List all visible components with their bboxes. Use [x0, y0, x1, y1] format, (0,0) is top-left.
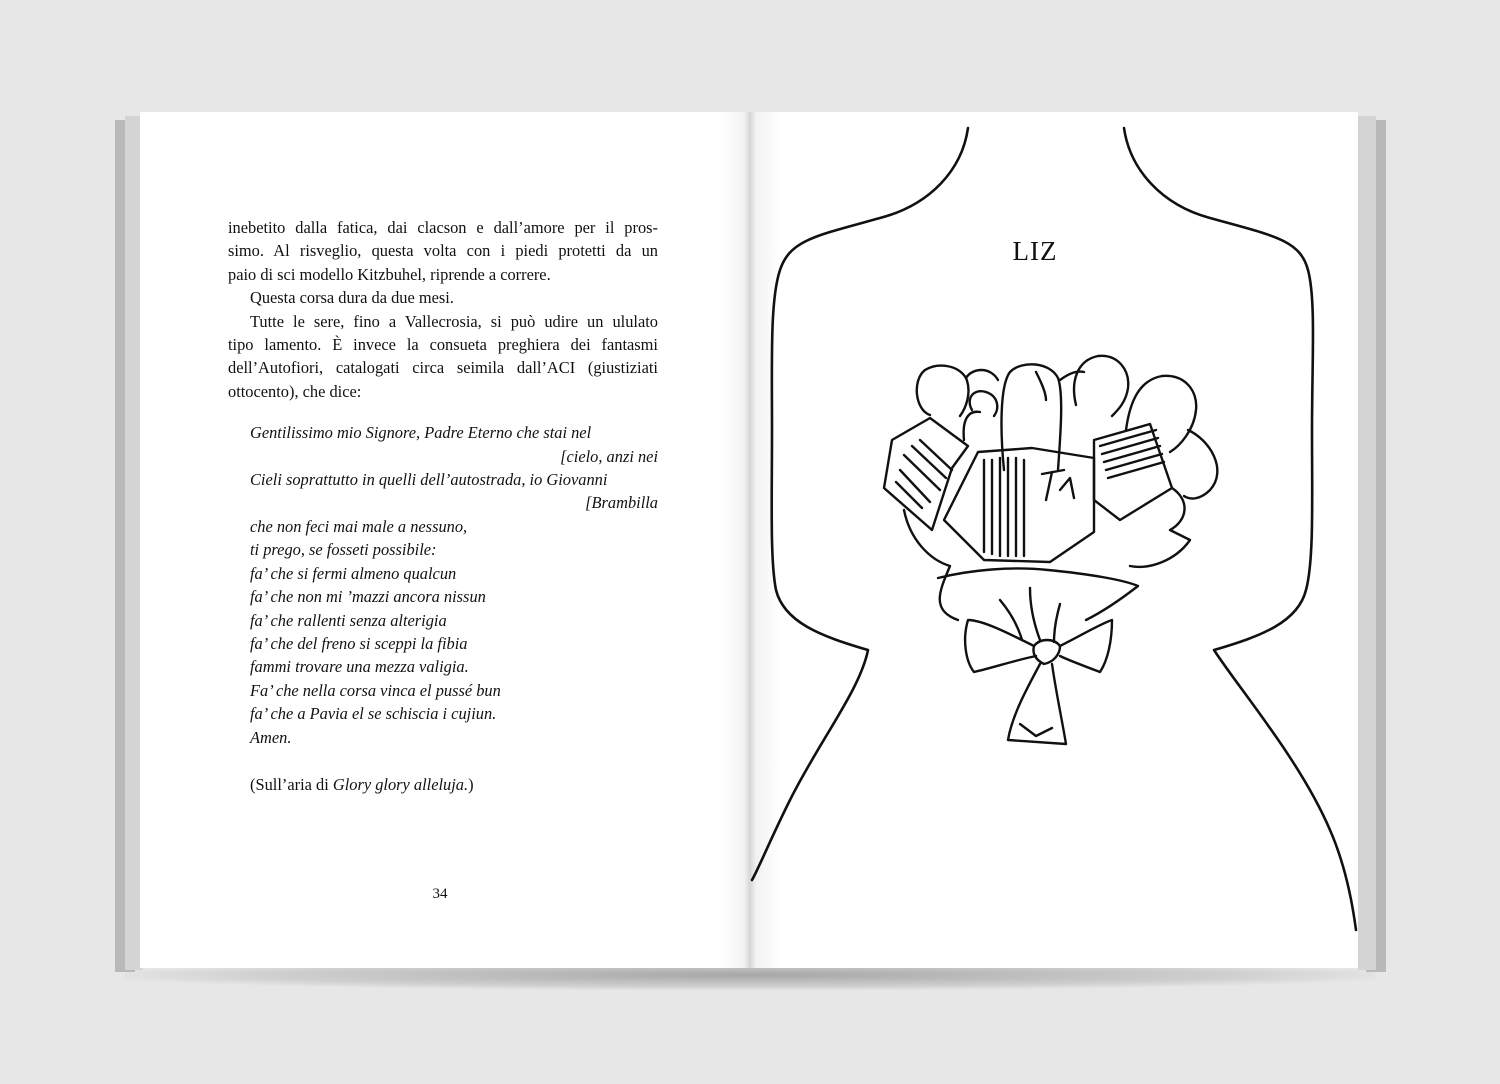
prose-line: [228, 356, 658, 379]
poem-line: Cieli soprattutto in quelli dell’autostrada, io Giovanni: [250, 470, 608, 490]
prose-line: Tutte le sere, fino a Vallecrosia, si può udire un ululato: [250, 311, 658, 331]
tv-box-center: [944, 448, 1094, 562]
tv-box-left: [884, 418, 968, 530]
text-span: (giustiziati: [587, 358, 658, 378]
prose-line: tipo lamento. È invece la consueta preghiera dei fantasmi: [228, 335, 658, 355]
poem-line: fa’ che del freno si sceppi la fibia: [250, 633, 468, 653]
right-page-stack-inner: [1358, 116, 1376, 970]
bouquet-wrap-right: [1130, 488, 1190, 567]
tv-box-center-lines: [984, 458, 1024, 556]
poem-line: fa’ che si fermi almeno qualcun: [250, 563, 457, 583]
poem-line: che non feci mai male a nessuno,: [250, 516, 468, 536]
note-suffix: ): [468, 774, 474, 794]
bow-tail-cut: [1020, 724, 1052, 736]
head-3: [1002, 364, 1062, 470]
head-2: [966, 370, 998, 380]
head-9: [1060, 371, 1084, 380]
text-span: dell’Autofiori,: [228, 358, 324, 378]
prose-line: paio di sci modello Kitzbuhel, riprende a correre.: [228, 264, 551, 284]
note-prefix: (Sull’aria di: [250, 774, 329, 794]
bouquet-wrap-curl: [1184, 430, 1217, 498]
note-title: Glory glory alleluja.: [332, 774, 469, 794]
poem-line: Amen.: [250, 727, 292, 747]
bow-right-loop: [1060, 620, 1112, 672]
poem-line-continuation: [cielo, anzi nei: [560, 446, 658, 466]
page-number: 34: [432, 886, 448, 902]
poem-line-continuation: [Brambilla: [585, 493, 658, 513]
tv-screen-logo: [1042, 470, 1074, 500]
head-8: [1036, 372, 1046, 400]
bow-tails: [1008, 664, 1066, 744]
silhouette-outline-left: [752, 128, 968, 880]
silhouette-outline-right: [1124, 128, 1356, 930]
chapter-title: LIZ: [1012, 236, 1058, 266]
poem-line: fa’ che rallenti senza alterigia: [250, 610, 447, 630]
bow-left-loop: [965, 620, 1036, 672]
prose-line: simo. Al risveglio, questa volta con i piedi protetti da un: [228, 241, 658, 261]
poem-line: fammi trovare una mezza valigia.: [250, 657, 469, 677]
prose-line: Questa corsa dura da due mesi.: [250, 288, 454, 308]
head-4: [1074, 356, 1128, 416]
bouquet-wrap-bottom: [938, 568, 1138, 620]
bow-knot: [1033, 640, 1060, 664]
poem-line: fa’ che non mi ’mazzi ancora nissun: [250, 587, 486, 607]
text-span: catalogati circa seimila dall’: [335, 358, 547, 378]
left-page-text: [228, 216, 658, 796]
prayer-poem: [228, 421, 658, 749]
prose-line: ottocento), che dice:: [228, 381, 362, 401]
poem-line: fa’ che a Pavia el se schiscia i cujiun.: [250, 704, 497, 724]
poem-line: ti prego, se fosseti possibile:: [250, 540, 437, 560]
acronym-aci: ACI: [546, 358, 576, 378]
head-7: [964, 412, 980, 440]
head-1: [917, 366, 969, 416]
poem-line: Fa’ che nella corsa vinca el pussé bun: [250, 680, 501, 700]
prose-line: inebetito dalla fatica, dai clacson e dall’amore per il pros-: [228, 218, 658, 237]
head-5: [1126, 376, 1196, 452]
poem-line: Gentilissimo mio Signore, Padre Eterno che stai nel: [250, 423, 592, 443]
song-note: [228, 773, 658, 796]
